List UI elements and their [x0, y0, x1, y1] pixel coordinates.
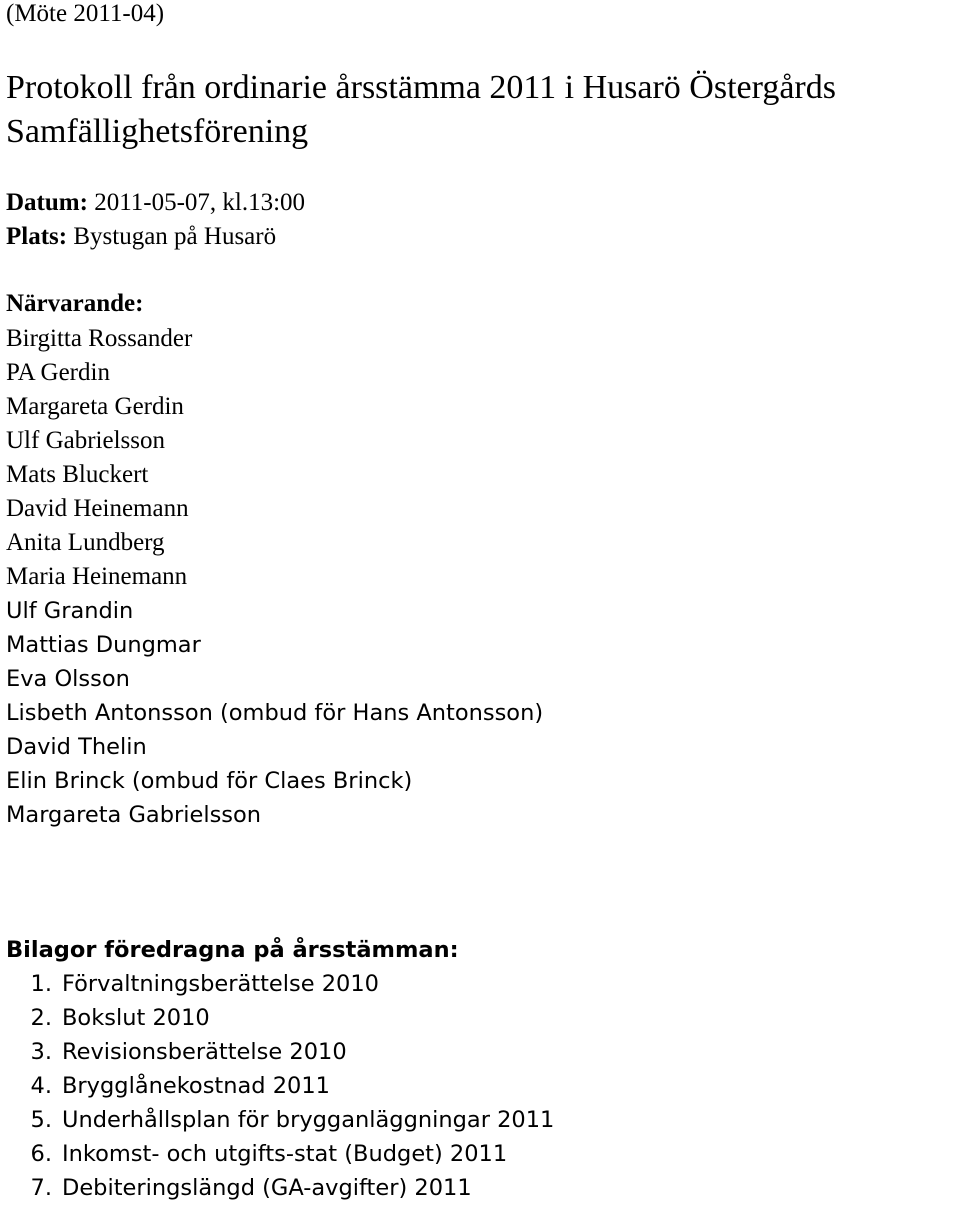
attachment-text: Brygglånekostnad 2011 [62, 1073, 330, 1099]
attachment-list [6, 967, 554, 1205]
date-line [6, 187, 305, 219]
attendee-item: Maria Heinemann [6, 563, 188, 590]
attachment-number: 1. [30, 971, 52, 997]
attendee-item: Elin Brinck (ombud för Claes Brinck) [6, 768, 413, 794]
attachment-number: 6. [30, 1141, 52, 1167]
attendee-item: Mats Bluckert [6, 461, 149, 488]
attachment-item [6, 967, 554, 1001]
document-title [6, 66, 836, 154]
attendee-item: Margareta Gerdin [6, 393, 184, 420]
attachment-number: 5. [30, 1107, 52, 1133]
attachment-text: Revisionsberättelse 2010 [62, 1039, 347, 1065]
attendee-item: Ulf Gabrielsson [6, 427, 165, 454]
attendee-item: David Heinemann [6, 495, 189, 522]
attachment-item [6, 1001, 554, 1035]
attachment-text: Inkomst- och utgifts-stat (Budget) 2011 [62, 1141, 508, 1167]
date-label: Datum: [6, 189, 88, 216]
attendee-item: Birgitta Rossander [6, 325, 193, 352]
attendee-item: Mattias Dungmar [6, 632, 201, 658]
attachment-item [6, 1035, 554, 1069]
document-title-line-1: Protokoll från ordinarie årsstämma 2011 i Husarö Östergårds [6, 69, 836, 106]
attachment-item [6, 1103, 554, 1137]
attachment-item [6, 1069, 554, 1103]
attachment-number: 7. [30, 1175, 52, 1201]
attachments-heading: Bilagor föredragna på årsstämman: [6, 937, 459, 963]
place-value: Bystugan på Husarö [73, 223, 277, 250]
date-value: 2011-05-07, kl.13:00 [94, 189, 306, 216]
attachment-text: Förvaltningsberättelse 2010 [62, 971, 379, 997]
attachment-item [6, 1171, 554, 1205]
attendee-item: Ulf Grandin [6, 598, 134, 624]
meeting-reference: (Möte 2011-04) [6, 0, 165, 27]
attendee-list [6, 322, 543, 832]
attendee-item: PA Gerdin [6, 359, 110, 386]
attendee-item: Eva Olsson [6, 666, 130, 692]
attachment-text: Underhållsplan för brygganläggningar 2011 [62, 1107, 555, 1133]
attendee-item: Lisbeth Antonsson (ombud för Hans Antonsson) [6, 700, 544, 726]
attendee-item: Margareta Gabrielsson [6, 802, 262, 828]
place-label: Plats: [6, 223, 68, 250]
attachment-number: 3. [30, 1039, 52, 1065]
attachment-number: 4. [30, 1073, 52, 1099]
attachment-number: 2. [30, 1005, 52, 1031]
document-title-line-2: Samfällighetsförening [6, 113, 309, 150]
attachment-item [6, 1137, 554, 1171]
attendee-item: David Thelin [6, 734, 147, 760]
place-line [6, 221, 276, 253]
attachment-text: Debiteringslängd (GA-avgifter) 2011 [62, 1175, 472, 1201]
attachment-text: Bokslut 2010 [62, 1005, 210, 1031]
attendees-heading: Närvarande: [6, 290, 144, 317]
attendee-item: Anita Lundberg [6, 529, 165, 556]
